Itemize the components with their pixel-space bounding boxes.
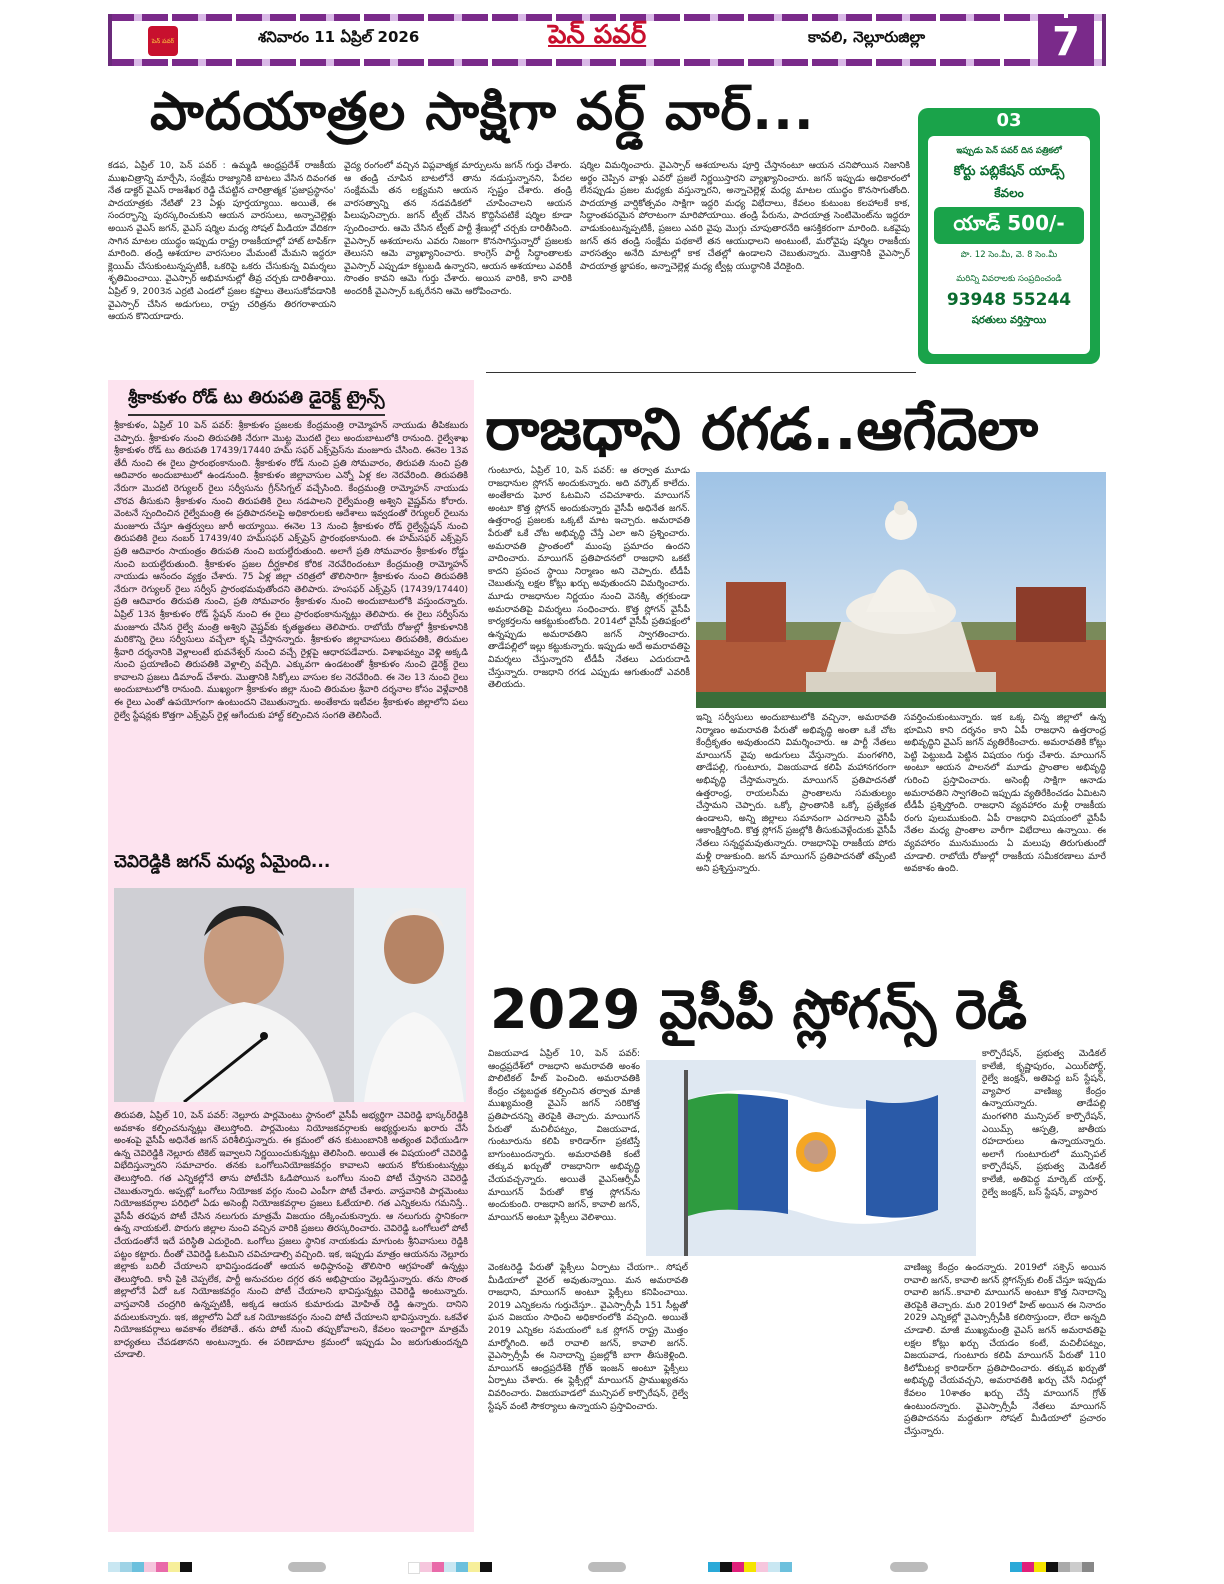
ad-price: యాడ్ 500/- <box>934 207 1084 244</box>
buddha-statue-illustration <box>696 472 1106 708</box>
masthead-title: పెన్ పవర్ <box>548 20 647 50</box>
ad-line2: కోర్టు పబ్లికేషన్ యాడ్స్ <box>953 164 1065 179</box>
slogans-article-col2b <box>696 1262 896 1530</box>
ad-line3: కేవలం <box>994 186 1024 200</box>
ad-terms: షరతులు వర్తిస్తాయి <box>971 315 1047 326</box>
header-left-edge <box>108 14 112 66</box>
main-article-col2: వైద్య రంగంలో వచ్చిన విప్లవాత్మక మార్పులను జగన్ గుర్తు చేశారు. ఆ తండ్రి చూపిన బాటలోనే తాను నడుస్తున్నానని, పేదల సంక్షేమమే తన లక్ష్యమని ఆయన స్పష్టం చేశారు. తండ్రి వారసత్వాన్ని తన నడవడికలో చూపించాలని ఆయన పిలుపునిచ్చారు. జగన్ ట్వీట్ చేసిన కొద్దిసేపటికే షర్మిల కూడా స్పందించారు. ఆమె చేసిన ట్వీట్ పార్టీ శ్రేణుల్లో చర్చకు దారితీసింది. వైఎస్సార్ ఆశయాలను ఎవరు నిజంగా కొనసాగిస్తున్నారో ప్రజలకు తెలుసని ఆమె వ్యాఖ్యానించారు. కాంగ్రెస్ పార్టీ సిద్ధాంతాలకు వైఎస్సార్ ఎప్పుడూ కట్టుబడి ఉన్నారని, ఆయన ఆశయాలు ఎవరికీ సొంతం కావని ఆమె గుర్తు చేశారు. అయిన వారికి, కాని వారికి అందరికీ వైఎస్సార్ ఒక్కరేనని ఆమె ఆరోపించారు. <box>344 161 572 297</box>
slogans-article-col2: వెంకటరెడ్డి పేరుతో ఫ్లెక్సీలు ఏర్పాటు చేయగా.. సోషల్ మీడియాలో వైరల్ అవుతున్నాయి. మన అమరావతి రాజధాని, మాయిగన్ అంటూ ఫ్లెక్సీలు కనిపించాయి. 2019 ఎన్నికలను గుర్తుచేస్తూ.. వైఎస్సార్సీపీ 151 సీట్లతో ఘన విజయం సాధించి అధికారంలోకి వచ్చింది. అయితే 2019 ఎన్నికల సమయంలో ఒక స్లోగన్ రాష్ట్ర మొత్తం మార్మోగింది. అదే రావాలి జగన్, కావాలి జగన్. వైఎస్సార్సీపీ ఈ నినాదాన్ని ప్రజల్లోకి బాగా తీసుకెళ్లింది. మాయిగన్ ఆంధ్రప్రదేశ్‌కి గ్రోత్ ఇంజన్ అంటూ ఫ్లెక్సీలు ఏర్పాటు చేశారు. ఈ ఫ్లెక్సీల్లో మాయిగన్ ప్రాముఖ్యతను వివరించారు. విజయవాడలో మున్సిపల్ కార్పొరేషన్, రైల్వే స్టేషన్ వంటి సౌకర్యాలు ఉన్నాయని ప్రస్తావించారు. <box>488 1263 688 1412</box>
capital-article-col2: ఇన్ని సర్వీసులు అందుబాటులోకి వచ్చినా, అమరావతి నిర్మాణం అమరావతి పేరుతో అభివృద్ధి అంతా ఒకే చోట కేంద్రీకృతం అవుతుందని విమర్శించారు. ఆ పార్టీ నేతలు మాయిగన్ వైపు అడుగులు వేస్తున్నారు. మంగళగిరి, తాడేపల్లి, గుంటూరు, విజయవాడ కలిపి మహానగరంగా అభివృద్ధి చేస్తామన్నారు. మాయిగన్ ప్రతిపాదనతో ఉత్తరాంధ్ర, రాయలసీమ ప్రాంతాలను సమతుల్యం చేస్తామని చెప్పారు. ఒక్కో ప్రాంతానికి ఒక్కో ప్రత్యేకత ఉండాలని, అన్ని జిల్లాలు సమానంగా ఎదగాలని వైసీపీ ఆకాంక్షిస్తోంది. కొత్త స్లోగన్ ప్రజల్లోకి తీసుకువెళ్లేందుకు వైసీపీ నేతలు సన్నద్ధమవుతున్నారు. రాజధానిపై రాజకీయ పోరు మళ్లీ రాజుకుంది. జగన్ మాయిగన్ ప్రతిపాదనతో తప్పేంటి అని ప్రశ్నిస్తున్నారు. <box>696 713 896 875</box>
slogans-headline: 2029 వైసీపీ స్లోగన్స్ రెడీ <box>490 978 1028 1041</box>
pen-power-logo-icon <box>148 26 178 56</box>
main-headline: పాదయాత్రల సాక్షిగా వర్డ్ వార్... <box>150 82 815 142</box>
slogans-article-right: కార్పొరేషన్, ప్రభుత్వ మెడికల్ కాలేజీ, కృష్ణాపురం, ఎయిర్‌పోర్ట్, రైల్వే జంక్షన్, అతిపెద్ద బస్ స్టేషన్, వ్యాపార వాణిజ్య కేంద్రం ఉన్నాయన్నారు. తాడేపల్లి మంగళగిరి మున్సిపల్ కార్పొరేషన్, ఎయిమ్స్ ఆస్పత్రి, జాతీయ రహదారులు ఉన్నాయన్నారు. అలాగే గుంటూరులో మున్సిపల్ కార్పొరేషన్, ప్రభుత్వ మెడికల్ కాలేజీ, అతిపెద్ద మార్కెట్ యార్డ్, రైల్వే జంక్షన్, బస్ స్టేషన్, వ్యాపార <box>982 1049 1106 1198</box>
ysrcp-flag-photo <box>646 1060 976 1256</box>
registration-bar-2 <box>408 1562 492 1572</box>
edition-place: కావలి, నెల్లూరుజిల్లా <box>808 28 926 46</box>
slogans-article-col3: వాణిజ్య కేంద్రం ఉందన్నారు. 2019లో సక్సెస్ అయిన రావాలి జగన్, కావాలి జగన్ స్లోగన్స్‌కు లింక్ చేస్తూ ఇప్పుడు రావాలి జగన్..కావాలి మాయిగన్ అంటూ కొత్త నినాదాన్ని తెరపైకి తెచ్చారు. మరి 2019లో హిట్ అయిన ఈ నినాదం 2029 ఎన్నికల్లో వైఎస్సార్సీపీకి కలిసొస్తుందా, లేదా అన్నది చూడాలి. మాజీ ముఖ్యమంత్రి వైఎస్ జగన్ అమరావతిపై లక్షల కోట్లు ఖర్చు చేయడం కంటే, మచిలీపట్నం, విజయవాడ, గుంటూరు కలిపి మాయిగన్ పేరుతో 110 కిలోమీటర్ల కారిడార్‌గా ప్రతిపాదించారు. తక్కువ ఖర్చుతో అభివృద్ధి చేయవచ్చని, అమరావతికి ఖర్చు చేసే నిధుల్లో కేవలం 10శాతం ఖర్చు చేస్తే మాయిగన్ గ్రోత్ ఉంటుందన్నారు. వైఎస్సార్సీపీ నేతలు మాయిగన్ ప్రతిపాదనను మద్దతుగా సోషల్ మీడియాలో ప్రచారం చేస్తున్నారు. <box>904 1263 1106 1437</box>
court-publication-ad[interactable] <box>918 108 1100 364</box>
trains-article-body: శ్రీకాకుళం, ఏప్రిల్ 10 పెన్ పవర్: శ్రీకాకుళం ప్రజలకు కేంద్రమంత్రి రామ్మోహన్ నాయుడు తీపికబురు చెప్పారు. శ్రీకాకుళం నుంచి తిరుపతికి నేరుగా మొట్ట మొదటి రైలు అందుబాటులోకి రానుంది. రైల్వేశాఖ శ్రీకాకుళం రోడ్ టు తిరుపతి 17439/17440 హమ్ సఫర్ ఎక్స్‌ప్రెస్‌ను మంజూరు చేసింది. ఈనెల 13వ తేదీ నుంచి ఈ రైలు ప్రారంభంకానుంది. శ్రీకాకుళం రోడ్ నుంచి ప్రతి సోమవారం, తిరుపతి నుంచి ప్రతి ఆదివారం అందుబాటులో ఉండనుంది. శ్రీకాకుళం జిల్లావాసుల ఎన్నో ఏళ్ల కల నెరవేరింది. తిరుపతికి నేరుగా మొదటి రెగ్యులర్ రైలు సర్వీసును గ్రీన్‌సిగ్నల్ వచ్చేసింది. కేంద్రమంత్రి రామ్మోహన్ నాయుడు చొరవ తీసుకుని శ్రీకాకుళం నుంచి తిరుపతికి రైలు నడపాలని రైల్వేమంత్రి అశ్విని వైష్ణవ్‌ను కోరారు. వెంటనే స్పందించిన రైల్వేమంత్రి ఈ ప్రతిపాదనలపై అధికారులకు ఆదేశాలు ఇవ్వడంతో రెగ్యులర్ రైలును మంజూరు చేస్తూ ఉత్తర్వులు జారీ అయ్యాయి. ఈనెల 13 నుంచి శ్రీకాకుళం రోడ్ రైల్వేస్టేషన్ నుంచి తిరుపతికి రైలు నంబర్ 17439/40 హమ్‌సఫర్ ఎక్స్‌ప్రెస్ ప్రారంభంకానుంది. ఈ హమ్‌సఫర్ ఎక్స్‌ప్రెస్ ప్రతి ఆదివారం సాయంత్రం తిరుపతి నుంచి బయల్దేరుతుంది. అలాగే ప్రతి సోమవారం శ్రీకాకుళం రోడ్డు నుంచి బయల్దేరుతుంది. శ్రీకాకుళం ప్రజల దీర్ఘకాలిక కోరిక నెరవేరిందంటూ కేంద్రమంత్రి రామ్మోహన్ నాయుడు ఆనందం వ్యక్తం చేశారు. 75 ఏళ్ల జిల్లా చరిత్రలో తొలిసారిగా శ్రీకాకుళం నుంచి తిరుపతికి నేరుగా రెగ్యులర్ రైలు సర్వీస్ ప్రారంభమవుతోందని తెలిపారు. హంసఫర్ ఎక్స్‌ప్రెస్ (17439/17440) ప్రతి ఆదివారం తిరుపతి నుంచి, ప్రతి సోమవారం శ్రీకాకుళం నుంచి అందుబాటులోకి వస్తుందన్నారు. ఏప్రిల్ 13న శ్రీకాకుళం రోడ్ స్టేషన్ నుంచి ఈ రైలు ప్రారంభంకానున్నట్లు తెలిపారు. ఈ రైలు సర్వీస్‌ను మంజూరు చేసిన రైల్వే మంత్రి అశ్విని వైష్ణవ్‌కు కృతజ్ఞతలు తెలిపారు. రాబోయే రోజుల్లో శ్రీకాకుళానికి మరికొన్ని రైలు సర్వీసులు వచ్చేలా కృషి చేస్తానన్నారు. శ్రీకాకుళం జిల్లావాసులు తిరుపతికి, తిరుమల శ్రీవారి దర్శనానికి వెళ్లాలంటే భువనేశ్వర్ నుంచి వచ్చే రైళ్లపై ఆధారపడేవారు. విశాఖపట్నం వెళ్లి అక్కడి నుంచి ప్రయాణించి తిరుపతికి వెళ్లాల్సి వచ్చేది. ఎక్కువగా ఉండటంతో శ్రీకాకుళం నుంచి డైరెక్ట్ రైలు కావాలని ప్రజలు డిమాండ్ చేశారు. మొత్తానికి సిక్కోలు వాసుల కల నెరవేరింది. ఈ నెల 13 నుంచి రైలు అందుబాటులోకి రానుంది. ముఖ్యంగా శ్రీకాకుళం జిల్లా నుంచి తిరుమల శ్రీవారి దర్శనాల కోసం వెళ్లేవారికి ఈ రైలు ఎంతో ఉపయోగంగా ఉంటుందని చెబుతున్నారు. అంతేకాదు ఇటీవల శ్రీకాకుళం జిల్లాలోని పలు రైల్వే స్టేషన్లకు కొత్తగా ఎక్స్‌ప్రెస్ రైళ్ల ఆగేందుకు హాల్ట్ కల్పించిన సంగతి తెలిసిందే. <box>114 421 468 721</box>
ad-size: పొ. 12 సెం.మీ, వె. 8 సెం.మీ <box>960 250 1058 260</box>
registration-bar-1 <box>108 1562 192 1572</box>
main-article-col1: కడప, ఏప్రిల్ 10, పెన్ పవర్ : ఉమ్మడి ఆంధ్రప్రదేశ్ రాజకీయ ముఖచిత్రాన్ని మార్చేసి, సంక్షేమ రాజ్యానికి బాటలు వేసిన దివంగత నేత డాక్టర్ వైఎస్ రాజశేఖర రెడ్డి చేపట్టిన చారిత్రాత్మక 'ప్రజాప్రస్థానం' పాదయాత్రకు నేటితో 23 ఏళ్లు పూర్తయ్యాయి. అయితే, ఈ సందర్భాన్ని పురస్కరించుకుని ఆయన వారసులు, అన్నాచెల్లెళ్లు అయిన వైఎస్ జగన్, వైఎస్ షర్మిల మధ్య సోషల్ మీడియా వేదికగా సాగిన మాటల యుద్ధం ఇప్పుడు రాష్ట్ర రాజకీయాల్లో హాట్ టాపిక్‌గా మారింది. తండ్రి ఆశయాల వారసులం మేమంటే మేమని ఇద్దరూ క్లెయిమ్ చేసుకుంటున్నప్పటికీ, ఒకరిపై ఒకరు చేసుకున్న విమర్శలు శృతిమించాయి. వైఎస్సార్ అభిమానుల్లో తీవ్ర చర్చకు దారితీశాయి. ఏప్రిల్ 9, 2003న ఎర్రటి ఎండలో ప్రజల కష్టాలు తెలుసుకోవడానికి వైఎస్సార్ చేసిన అడుగులు, రాష్ట్ర చరిత్రను తిరగరాశాయని ఆయన కొనియాడారు. <box>108 161 336 323</box>
ad-contact-label: మరిన్ని వివరాలకు సంప్రదించండి <box>956 274 1062 284</box>
ad-phone[interactable]: 93948 55244 <box>946 290 1072 310</box>
politicians-photo <box>114 888 466 1102</box>
capital-article-col3: సవర్తించుకుంటున్నారు. ఇక ఒక్క చిన్న జిల్లాలో ఉన్న భూమిని కాని దర్శనం కాని ఏపీ రాజధాని ఉత్తరాంధ్ర అభివృద్ధిని వైఎస్ జగన్ వ్యతిరేకించారు. అమరావతికి కోట్లు పెట్టి పెట్టుబడి పెట్టిన విషయం గుర్తు చేశారు. మాయిగన్ అంటూ ఆయన పాలనలో మూడు ప్రాంతాల అభివృద్ధి గురించి ప్రస్తావించారు. అసెంబ్లీ సాక్షిగా ఆనాడు అమరావతిని స్వాగతించి ఇప్పుడు వ్యతిరేకించడం ఏమిటని టీడీపీ ప్రశ్నిస్తోంది. రాజధాని వ్యవహారం మళ్లీ రాజకీయ రంగు పులుముకుంది. ఏపీ రాజధాని విషయంలో వైసీపీ నేతల మధ్య ప్రాంతాల వారీగా విభేదాలు ఉన్నాయి. ఈ వ్యవహారం మునుముందు ఏ మలుపు తిరుగుతుందో చూడాలి. రాబోయే రోజుల్లో రాజకీయ సమీకరణాలు మారే అవకాశం ఉంది. <box>904 713 1106 875</box>
buddha-statue-photo <box>696 472 1106 708</box>
ysrcp-flag-icon <box>646 1060 976 1256</box>
header-bottom-border <box>108 59 1106 66</box>
politicians-illustration <box>114 888 466 1102</box>
chevi-article-body: తిరుపతి, ఏప్రిల్ 10, పెన్ పవర్: నెల్లూరు పార్లమెంటు స్థానంలో వైసీపీ అభ్యర్థిగా చెవిరెడ్డి భాస్కర్‌రెడ్డికి అవకాశం కల్పించనున్నట్లు తెలుస్తోంది. పార్లమెంటు నియోజకవర్గాలకు అభ్యర్థులను ఖరారు చేసే అంశంపై వైసీపీ అధినేత జగన్ పరిశీలిస్తున్నారు. ఈ క్రమంలో తన కుటుంబానికి అత్యంత విధేయుడిగా ఉన్న చెవిరెడ్డికి నెల్లూరు టికెట్ ఇవ్వాలని నిర్ణయించుకున్నట్లు తెలిసింది. అయితే ఈ విషయంలో చెవిరెడ్డి విభేదిస్తున్నారని సమాచారం. తనకు ఒంగోలునియోజకవర్గం కావాలని ఆయన కోరుకుంటున్నట్లు తెలుస్తోంది. గత ఎన్నికల్లోనే తాను పోటీచేసి ఓడిపోయిన ఒంగోలు నుంచి పోటీ చేస్తానని చెవిరెడ్డి చెబుతున్నారు. అప్పట్లో ఒంగోలు నియోజక వర్గం నుంచి ఎంపీగా పోటీ చేశారు. వాస్తవానికి పార్లమెంటు నియోజకవర్గాల పరిధిలో ఏడు అసెంబ్లీ నియోజకవర్గాల ప్రజలు ఓటేయాలి. గత ఎన్నికలను గమనిస్తే.. వైసీపీ తరఫున పోటీ చేసిన నలుగురు మాత్రమే విజయం దక్కించుకున్నారు. ఆ నలుగురు స్థానికంగా ఉన్న నాయకులే. పొరుగు జిల్లాల నుంచి వచ్చిన వారికి ప్రజలు తిరస్కరించారు. చెవిరెడ్డి ఒంగోలులో పోటీ చేయడంతోనే ఇదే పరిస్థితి ఎదురైంది. ఒంగోలు ప్రజలు స్థానిక నాయకుడు మాగుంట శ్రీనివాసులు రెడ్డికి పట్టం కట్టారు. దీంతో చెవిరెడ్డి ఓటమిని చవిచూడాల్సి వచ్చింది. ఇక, ఇప్పుడు మాత్రం ఆయనను నెల్లూరు జిల్లాకు బదిలీ చేయాలని భావిస్తుండడంతో ఆయన అధిష్ఠానంపై తొలిసారి ఆగ్రహంతో ఉన్నట్లు తెలుస్తోంది. కానీ పైకి చెప్పలేక, పార్టీ అనుచరుల దగ్గర తన అభిప్రాయం వెల్లడిస్తున్నారు. తను సొంత జిల్లాలోనే ఏదో ఒక నియోజకవర్గం నుంచి పోటీ చేయాలని భావిస్తున్నట్లు చెవిరెడ్డి అంటున్నారు. వాస్తవానికి చంద్రగిరి ఉన్నప్పటికీ, అక్కడ ఆయన కుమారుడు మోహిత్ రెడ్డి ఉన్నారు. దానిని వదులుకున్నారు. ఇక, జిల్లాలోని ఏదో ఒక నియోజకవర్గం నుంచి పోటీ చేయాలని భావిస్తున్నారు. ఒకవేళ నియోజకవర్గాలు అవకాశం లేకపోతే.. తను పోటీ నుంచి తప్పుకోవాలని, కేవలం ఇంచార్జిగా మాత్రమే బాధ్యతలు చేపడతానని అంటున్నారు. ఈ పరిణామాల క్రమంలో ఇప్పుడు ఏం జరుగుతుందన్నది చూడాలి. <box>114 1111 468 1361</box>
section-divider <box>486 372 916 373</box>
capital-headline: రాజధాని రగడ..ఆగేదెలా <box>485 395 1039 463</box>
registration-pill-3 <box>890 1562 928 1572</box>
registration-bar-4 <box>1010 1562 1094 1572</box>
issue-date: శనివారం 11 ఏప్రిల్ 2026 <box>258 28 420 46</box>
main-article-col3: షర్మిల విమర్శించారు. వైఎస్సార్ ఆశయాలను పూర్తి చేస్తానంటూ ఆయన చనిపోయిన నిజానికి అర్థం చెప్పిన వాళ్లు ఎవరో ప్రజలే నిర్ణయిస్తారని వ్యాఖ్యానించారు. జగన్ ఇప్పుడు అధికారంలో లేనప్పుడు ప్రజల మధ్యకు వస్తున్నారని, అన్నాచెల్లెళ్ల మధ్య మాటల యుద్ధం కొనసాగుతోంది. పాదయాత్ర వార్షికోత్సవం సాక్షిగా ఇద్దరి మధ్య విభేదాలు, కేవలం కుటుంబ కలహాలకే కాక, సిద్ధాంతపరమైన పోరాటంగా మారిపోయాయి. తండ్రి పేరును, పాదయాత్ర సెంటిమెంట్‌ను ఇద్దరూ వాడుకుంటున్నప్పటికీ, ప్రజలు ఎవరి వైపు మొగ్గు చూపుతారనేది ఆసక్తికరంగా మారింది. ఒకవైపు జగన్ తన తండ్రి సంక్షేమ పథకాలే తన ఆయుధాలని అంటుంటే, మరోవైపు షర్మిల రాజకీయ వారసత్వం అనేది మాటల్లో కాక చేతల్లో ఉండాలని చెబుతున్నారు. మొత్తానికి వైఎస్సార్ పాదయాత్ర జ్ఞాపకం, అన్నాచెల్లెళ్ల మధ్య ట్వీట్ల యుద్ధానికి వేదికైంది. <box>580 161 910 272</box>
ad-line1: ఇప్పుడు పెన్ పవర్ దిన పత్రికలో <box>956 146 1062 156</box>
capital-article-col1: గుంటూరు, ఏప్రిల్ 10, పెన్ పవర్: ఆ తర్వాత మూడు రాజధానుల స్లోగన్ అందుకున్నారు. అది వర్కౌట్ కాలేదు. అంతేకాదు ఘోర ఓటమిని చవిచూశారు. మాయిగన్ అంటూ కొత్త స్లోగన్ అందుకున్నారు వైసీపీ అధినేత జగన్. ఉత్తరాంధ్ర ప్రజలకు ఒక్కటే మాట ఇచ్చారు. అమరావతి పేరుతో ఒకే చోట అభివృద్ధి చేస్తే ఎలా అని ప్రశ్నించారు. అమరావతి ప్రాంతంలో ముంపు ప్రమాదం ఉందని వాదించారు. మాయిగన్ ప్రతిపాదనలో రాజధాని ఒకటే కాదని ప్రపంచ స్థాయి నిర్మాణం అని చెప్పారు. టీడీపీ చెబుతున్న లక్షల కోట్లు ఖర్చు అవుతుందని విమర్శించారు. మూడు రాజధానుల నిర్ణయం నుంచి వెనక్కి తగ్గకుండా అమరావతిపై విమర్శలు సంధించారు. కొత్త స్లోగన్ వైసీపీ కార్యకర్తలను ఆకట్టుకుంటోంది. 2014లో వైసీపీ ప్రతిపక్షంలో ఉన్నప్పుడు అమరావతిని జగన్ స్వాగతించారు. తాడేపల్లిలో ఇల్లు కట్టుకున్నారు. ఇప్పుడు అదే అమరావతిపై విమర్శలు చేస్తున్నారని టీడీపీ నేతలు ఎదురుదాడి చేస్తున్నారు. రాజధాని రగడ ఎప్పుడు ఆగుతుందో ఎవరికీ తెలియదు. <box>488 466 690 691</box>
ad-number: 03 <box>996 110 1022 131</box>
header-right-edge <box>1102 14 1106 66</box>
ad-inner-panel <box>928 136 1090 354</box>
page-number: 7 <box>1038 18 1094 66</box>
registration-pill-2 <box>588 1562 626 1572</box>
trains-title: శ్రీకాకుళం రోడ్ టు తిరుపతి డైరెక్ట్ ట్రైన్స్ <box>128 388 385 416</box>
page-header <box>108 14 1106 66</box>
registration-bar-3 <box>708 1562 792 1572</box>
slogans-article-col1: విజయవాడ ఏప్రిల్ 10, పెన్ పవర్: ఆంధ్రప్రదేశ్‌లో రాజధాని అమరావతి అంశం పొలిటికల్ హీట్ పెంచింది. అమరావతికి కేంద్రం చట్టబద్దత కల్పించిన తర్వాత మాజీ ముఖ్యమంత్రి వైఎస్ జగన్ సరికొత్త ప్రతిపాదనన్ని తెరపైకి తెచ్చారు. మాయిగన్ పేరుతో మచిలీపట్నం, విజయవాడ, గుంటూరును కలిపి కారిడార్‌గా ప్రకటిస్తే బాగుంటుందన్నారు. అమరావతికి కంటే తక్కువ ఖర్చుతో రాజధానిగా అభివృద్ధి చేయవచ్చన్నారు. అయితే వైఎస్ఆర్సీపీ మాయిగన్ పేరుతో కొత్త స్లోగన్‌ను అందుకుంది. రాజధాని జగన్, కావాలి జగన్, మాయిగన్ అంటూ ఫ్లెక్సీలు వెలిశాయి. <box>488 1049 640 1223</box>
chevi-title: చెవిరెడ్డికి జగన్ మధ్య ఏమైంది... <box>114 852 331 872</box>
registration-pill-1 <box>288 1562 326 1572</box>
logo-text: పెన్ పవర్ <box>151 38 175 45</box>
